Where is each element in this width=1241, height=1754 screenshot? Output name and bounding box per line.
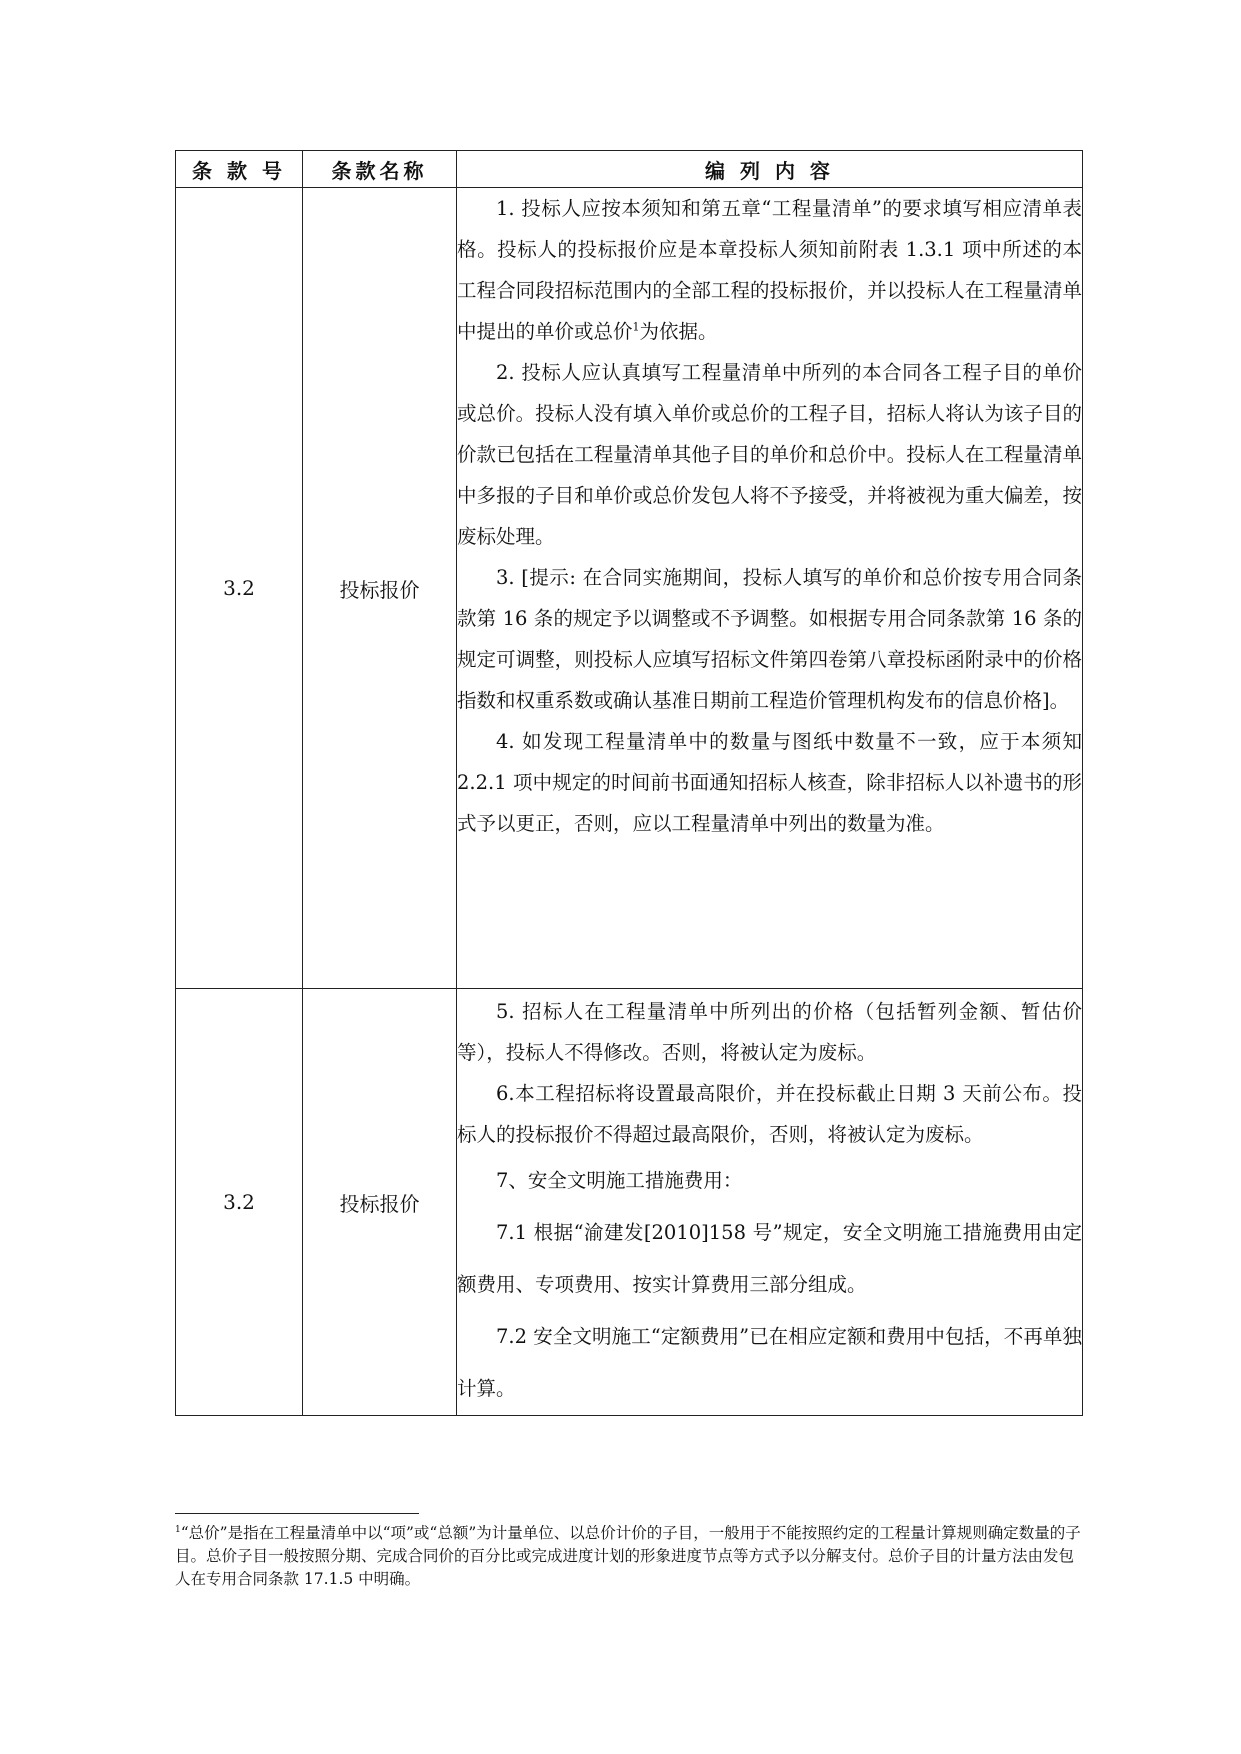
clause-content [457,989,1083,1416]
paragraph-1-text: 1. 投标人应按本须知和第五章“工程量清单”的要求填写相应清单表格。投标人的投标报价应是本章投标人须知前附表 1.3.1 项中所述的本工程合同段招标范围内的全部工程的投标报价，并以投标人在工程量清单中提出的单价或总价 [457,197,1082,343]
table-row [176,188,1083,989]
table-header-row [176,151,1083,188]
clause-content [457,188,1083,989]
header-content: 编 列 内 容 [457,151,1083,188]
footnote-text: “总价”是指在工程量清单中以“项”或“总额”为计量单位、以总价计价的子目，一般用于不能按照约定的工程量计算规则确定数量的子目。总价子目一般按照分期、完成合同价的百分比或完成进度计划的形象进度节点等方式予以分解支付。总价子目的计量方法由发包人在专用合同条款 17.1.5 中明确。 [175,1524,1081,1588]
clause-number: 3.2 [176,188,303,989]
clause-number: 3.2 [176,989,303,1416]
clause-table [175,150,1083,1416]
footnote-reference[interactable]: 1 [632,320,640,334]
clause-name: 投标报价 [303,188,457,989]
header-clause-number: 条 款 号 [176,151,303,188]
paragraph-2: 2. 投标人应认真填写工程量清单中所列的本合同各工程子目的单价或总价。投标人没有填入单价或总价的工程子目，招标人将认为该子目的价款已包括在工程量清单其他子目的单价和总价中。投标人在工程量清单中多报的子目和单价或总价发包人将不予接受，并将被视为重大偏差，按废标处理。 [457,361,1082,548]
paragraph-3: 3. [提示: 在合同实施期间，投标人填写的单价和总价按专用合同条款第 16 条的规定予以调整或不予调整。如根据专用合同条款第 16 条的规定可调整，则投标人应填写招标文件第四卷第八章投标函附录中的价格指数和权重系数或确认基准日期前工程造价管理机构发布的信息价格]。 [457,566,1082,712]
paragraph-7-1: 7.1 根据“渝建发[2010]158 号”规定，安全文明施工措施费用由定额费用、专项费用、按实计算费用三部分组成。 [457,1221,1082,1296]
paragraph-7: 7、安全文明施工措施费用： [496,1169,743,1192]
paragraph-6: 6.本工程招标将设置最高限价，并在投标截止日期 3 天前公布。投标人的投标报价不得超过最高限价，否则，将被认定为废标。 [457,1082,1082,1146]
clause-name: 投标报价 [303,989,457,1416]
paragraph-1-tail: 为依据。 [639,320,718,343]
header-clause-name: 条款名称 [303,151,457,188]
footnote-divider [175,1513,419,1514]
paragraph-4: 4. 如发现工程量清单中的数量与图纸中数量不一致，应于本须知 2.2.1 项中规定的时间前书面通知招标人核查，除非招标人以补遗书的形式予以更正，否则，应以工程量清单中列出的数量为准。 [457,730,1082,835]
table-row [176,989,1083,1416]
paragraph-1 [457,188,1082,352]
paragraph-7-2: 7.2 安全文明施工“定额费用”已在相应定额和费用中包括，不再单独计算。 [457,1325,1082,1400]
paragraph-5: 5. 招标人在工程量清单中所列出的价格（包括暂列金额、暂估价等），投标人不得修改。否则，将被认定为废标。 [457,1000,1082,1064]
footnote-marker: 1 [175,1524,181,1535]
footnote [175,1522,1085,1591]
